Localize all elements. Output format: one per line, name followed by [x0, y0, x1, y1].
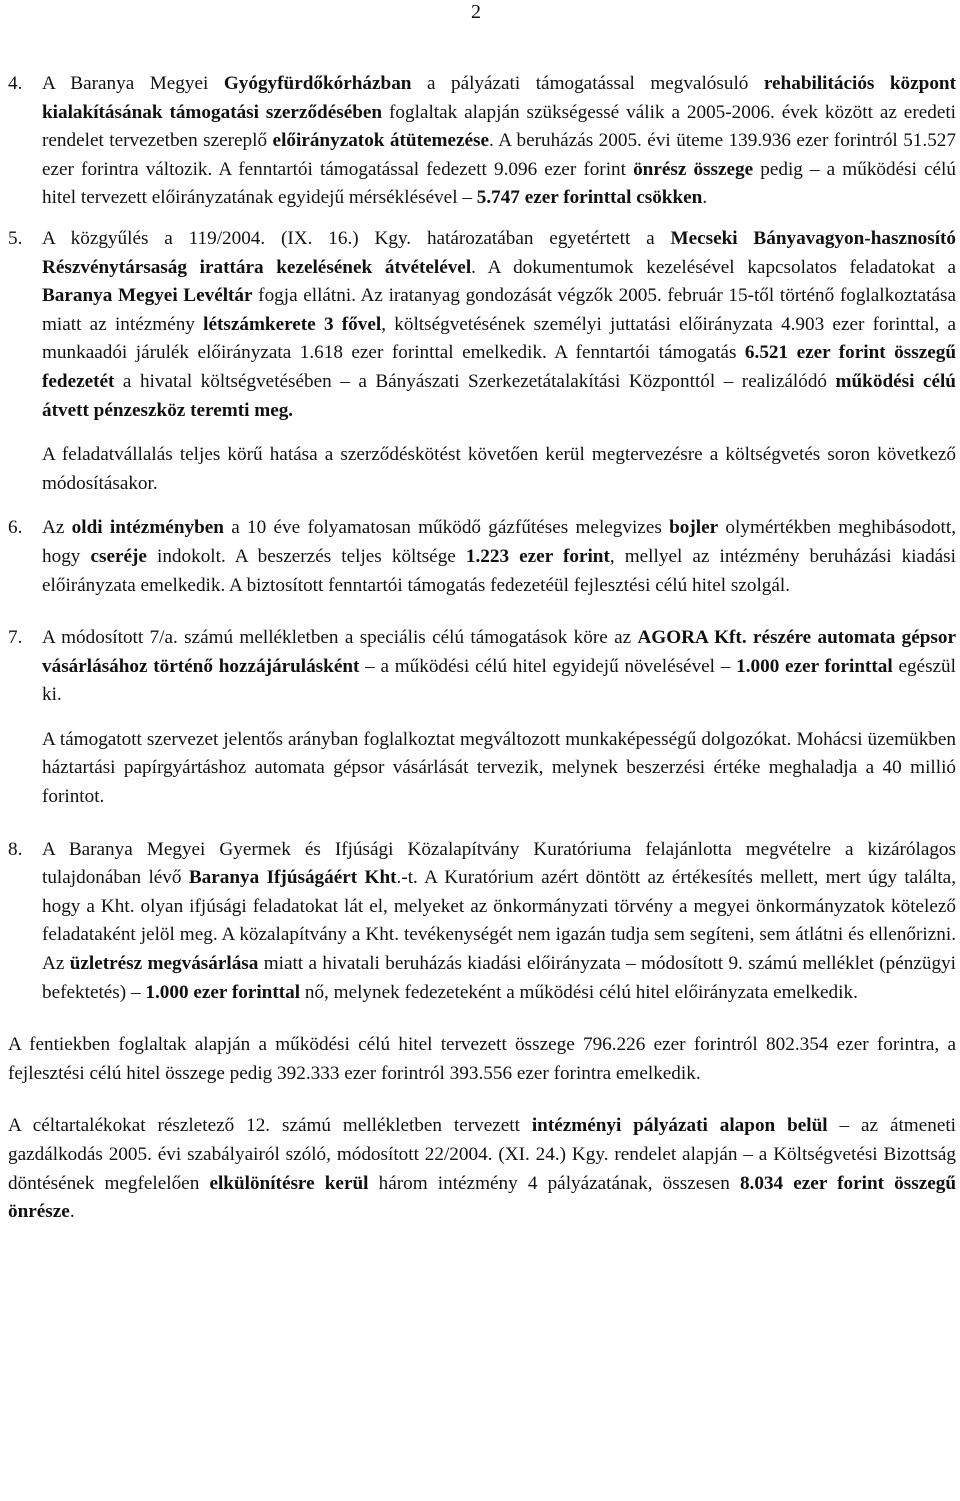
text-run: egészül ki.: [42, 655, 956, 706]
bold-text-run: részére automata gépsor vásárlásához történő hozzájárulásként: [42, 627, 956, 677]
text-run: .: [69, 1201, 75, 1223]
item-number: 8.: [8, 838, 23, 860]
list-item-8: [8, 836, 956, 1008]
item-number: 6.: [8, 517, 23, 539]
bold-text-run: üzletrész megvásárlása: [69, 953, 259, 975]
text-run: .: [702, 187, 708, 209]
text-run: olymértékben meghibásodott, hogy: [42, 517, 956, 567]
text-run: A Baranya Megyei: [42, 73, 224, 94]
text-run: , mellyel az intézmény beruházási kiadási előirányzata emelkedik. A biztosított fenntartói támogatás fedezetéül fejlesztési célú hitel szolgál.: [42, 545, 956, 596]
bold-text-run: működési célú átvett pénzeszköz teremti meg.: [42, 370, 956, 421]
item-paragraph: [42, 514, 956, 600]
item-paragraph: [42, 70, 956, 213]
text-run: – a működési célú hitel egyidejű növelésével –: [359, 655, 737, 677]
bold-text-run: előirányzatok átütemezése: [272, 130, 490, 152]
text-run: A céltartalékokat részletező 12. számú mellékletben tervezett: [8, 1115, 532, 1137]
list-item-5: [8, 225, 956, 425]
item-paragraph: [42, 624, 956, 710]
item-paragraph: [42, 225, 956, 425]
bold-text-run: 1.000 ezer forinttal: [145, 981, 301, 1003]
list-item-6: [8, 514, 956, 600]
text-run: . A beruházás 2005. évi üteme 139.936 ezer forintról 51.527 ezer forintra változik. A fenntartói támogatással fedezett 9.096 ezer forint: [42, 130, 956, 180]
summary-paragraph-credit: [8, 1031, 956, 1088]
text-run: nő, melynek fedezeteként a működési célú hitel előirányzata emelkedik.: [300, 981, 858, 1003]
bold-text-run: 5.747 ezer forinttal csökken: [476, 187, 703, 209]
text-run: a hivatal költségvetésében – a Bányászati Szerkezetátalakítási Központtól – realizálódó: [114, 370, 836, 392]
text-run: a pályázati támogatással megvalósuló: [411, 73, 764, 94]
bold-text-run: Mecseki Bányavagyon-hasznosító Részvénytársaság irattára kezelésének átvételével: [42, 227, 957, 278]
text-run: a 10 éve folyamatosan működő gázfűtéses melegvizes: [223, 517, 670, 539]
bold-text-run: 8.034 ezer forint összegű önrésze: [8, 1172, 956, 1223]
bold-text-run: 1.000 ezer forinttal: [736, 655, 893, 677]
text-run: A módosított 7/a. számú mellékletben a speciális célú támogatások köre az: [42, 627, 638, 649]
bold-text-run: elkülönítésre kerül: [209, 1172, 369, 1194]
text-run: , költségvetésének személyi juttatási előirányzata 4.903 ezer forinttal, a munkaadói járulék előirányzata 1.618 ezer forinttal emelkedik. A fenntartói támogatás: [42, 313, 956, 364]
text-run: három intézmény 4 pályázatának, összesen: [368, 1172, 740, 1194]
text-run: A Baranya Megyei Gyermek és Ifjúsági Közalapítvány Kuratóriuma felajánlotta megvételre a kizárólagos tulajdonában lévő: [42, 838, 956, 889]
bold-text-run: AGORA Kft.: [637, 627, 747, 649]
bold-text-run: cseréje: [90, 545, 147, 567]
list-item-7: [8, 624, 956, 710]
text-run: indokolt. A beszerzés teljes költsége: [146, 545, 466, 567]
text-run: pedig – a működési célú hitel tervezett előirányzatának egyidejű mérséklésével –: [42, 158, 956, 209]
text-run: A fentiekben foglaltak alapján a működési célú hitel tervezett összege 796.226 ezer forintról 802.354 ezer forintra, a fejlesztési célú hitel összege pedig 392.333 ezer forintról 393.556 ezer forintra emelkedik.: [8, 1034, 956, 1084]
item-number: 5.: [8, 227, 23, 249]
text-run: Az: [42, 517, 72, 539]
bold-text-run: bojler: [669, 517, 719, 539]
page-number: 2: [471, 1, 481, 23]
item-extra-paragraph: A feladatvállalás teljes körű hatása a szerződéskötést követően kerül megtervezésre a költségvetés soron következő módosításakor.: [42, 444, 956, 494]
summary-paragraph-reserve: [8, 1112, 956, 1226]
text-run: – az átmeneti gazdálkodás 2005. évi szabályairól szóló, módosított 22/2004. (XI. 24.) Kgy. rendelet alapján – a Költségvetési Bizottság döntésének megfelelően: [8, 1115, 956, 1194]
text-run: A közgyűlés a 119/2004. (IX. 16.) Kgy. határozatában egyetértett a: [42, 227, 671, 249]
text-run: . A dokumentumok kezelésével kapcsolatos feladatokat a: [471, 256, 956, 278]
bold-text-run: Baranya Ifjúságáért Kht: [188, 867, 397, 889]
bold-text-run: Gyógyfürdőkórházban: [223, 73, 412, 94]
item-number: 7.: [8, 627, 23, 649]
text-run: fogja ellátni. Az iratanyag gondozását végzők 2005. február 15-től történő foglalkoztatása miatt az intézmény: [42, 285, 956, 335]
bold-text-run: oldi intézményben: [71, 517, 224, 539]
bold-text-run: intézményi pályázati alapon belül: [531, 1115, 828, 1137]
bold-text-run: önrész összege: [633, 158, 754, 180]
bold-text-run: létszámkerete 3 fővel: [203, 313, 382, 335]
document-body: [8, 70, 956, 1227]
bold-text-run: 6.521 ezer forint összegű fedezetét: [42, 342, 956, 392]
bold-text-run: 1.223 ezer forint: [465, 545, 610, 567]
text-run: .-t. A Kuratórium azért döntött az értékesítés mellett, mert úgy találta, hogy a Kht. olyan ifjúsági feladatokat lát el, melyeket az önkormányzati törvény a megyei önkormányzatok kötelező feladataként jelöl meg. A közalapítvány a Kht. tevékenységét nem igazán tudja sem segíteni, sem átlátni és ellenőrizni. Az: [42, 867, 956, 975]
item-number: 4.: [8, 73, 23, 94]
item-paragraph: [42, 836, 956, 1008]
bold-text-run: Baranya Megyei Levéltár: [42, 285, 253, 307]
text-run: miatt a hivatali beruházás kiadási előirányzata – módosított 9. számú melléklet (pénzügyi befektetés) –: [42, 953, 956, 1003]
bold-text-run: rehabilitációs központ kialakításának támogatási szerződésében: [42, 73, 956, 123]
text-run: foglaltak alapján szükségessé válik a 2005-2006. évek között az eredeti rendelet tervezetben szereplő: [42, 101, 956, 152]
list-item-4: [8, 70, 956, 213]
item-extra-paragraph: A támogatott szervezet jelentős arányban foglalkoztat megváltozott munkaképességű dolgozókat. Mohácsi üzemükben háztartási papírgyártáshoz automata gépsor vásárlását tervezik, melynek beszerzési értéke meghaladja a 40 millió forintot.: [42, 728, 956, 808]
